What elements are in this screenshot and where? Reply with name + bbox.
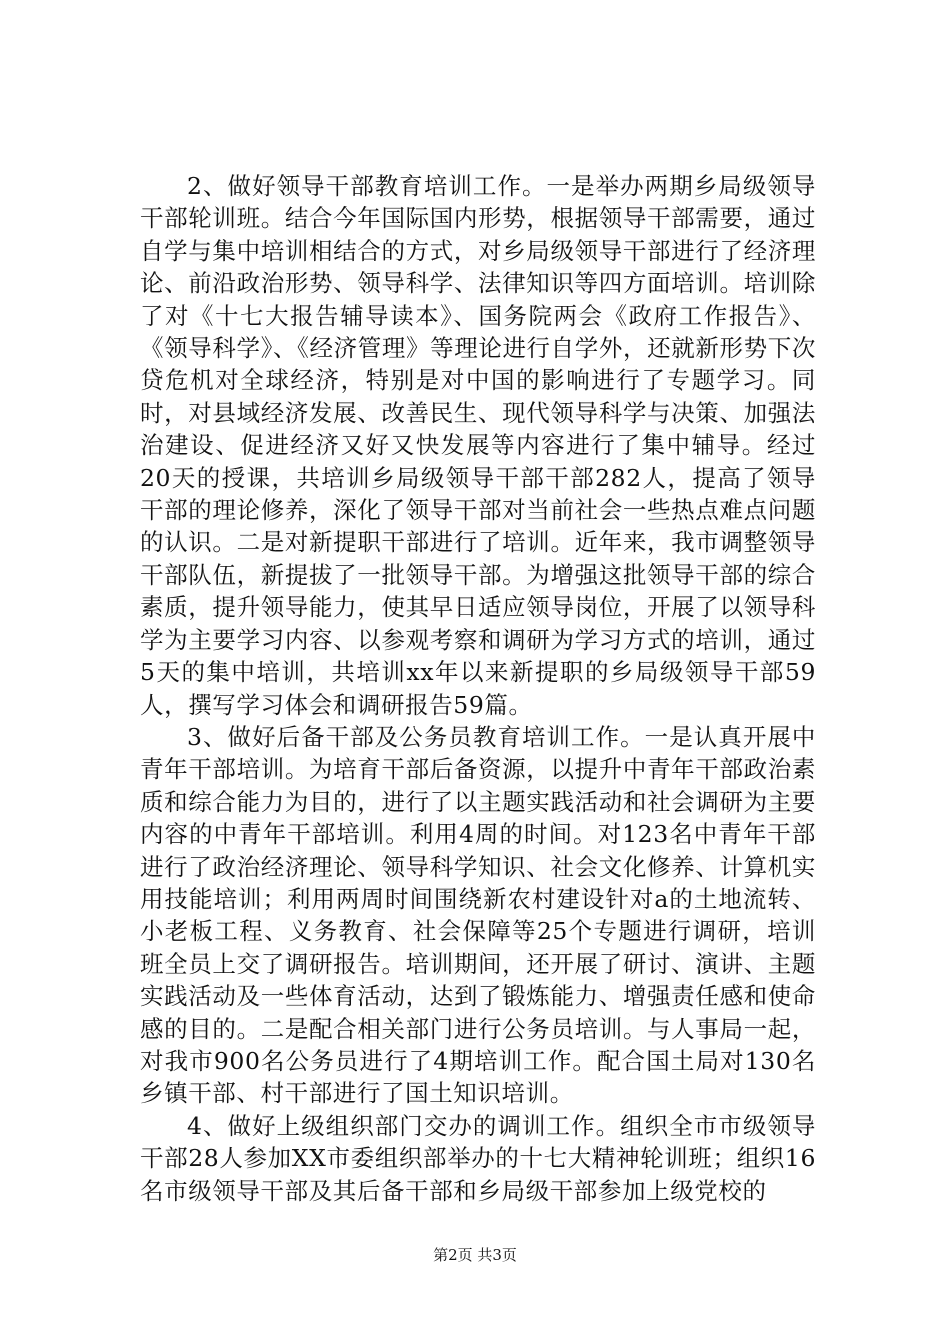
paragraph-item-3: 3、做好后备干部及公务员教育培训工作。一是认真开展中青年干部培训。为培育干部后备资源，以提升中青年干部政治素质和综合能力为目的，进行了以主题实践活动和社会调研为主要内容的中青年干部培训。利用4周的时间。对123名中青年干部进行了政治经济理论、领导科学知识、社会文化修养、计算机实用技能培训；利用两周时间围绕新农村建设针对a的土地流转、小老板工程、义务教育、社会保障等25个专题进行调研，培训班全员上交了调研报告。培训期间，还开展了研讨、演讲、主题实践活动及一些体育活动，达到了锻炼能力、增强责任感和使命感的目的。二是配合相关部门进行公务员培训。与人事局一起，对我市900名公务员进行了4期培训工作。配合国土局对130名乡镇干部、村干部进行了国土知识培训。 — [140, 722, 816, 1108]
paragraph-item-4: 4、做好上级组织部门交办的调训工作。组织全市市级领导干部28人参加XX市委组织部举办的十七大精神轮训班；组织16名市级领导干部及其后备干部和乡局级干部参加上级党校的 — [140, 1111, 816, 1205]
paragraph-item-2: 2、做好领导干部教育培训工作。一是举办两期乡局级领导干部轮训班。结合今年国际国内形势，根据领导干部需要，通过自学与集中培训相结合的方式，对乡局级领导干部进行了经济理论、前沿政治形势、领导科学、法律知识等四方面培训。培训除了对《十七大报告辅导读本》、国务院两会《政府工作报告》、《领导科学》、《经济管理》等理论进行自学外，还就新形势下次贷危机对全球经济，特别是对中国的影响进行了专题学习。同时，对县域经济发展、改善民生、现代领导科学与决策、加强法治建设、促进经济又好又快发展等内容进行了集中辅导。经过20天的授课，共培训乡局级领导干部干部282人，提高了领导干部的理论修养，深化了领导干部对当前社会一些热点难点问题的认识。二是对新提职干部进行了培训。近年来，我市调整领导干部队伍，新提拔了一批领导干部。为增强这批领导干部的综合素质，提升领导能力，使其早日适应领导岗位，开展了以领导科学为主要学习内容、以参观考察和调研为学习方式的培训，通过5天的集中培训，共培训xx年以来新提职的乡局级领导干部59人，撰写学习体会和调研报告59篇。 — [140, 172, 816, 719]
page-number: 第2页 共3页 — [433, 1246, 517, 1264]
page-footer — [0, 1245, 950, 1265]
document-body — [140, 170, 816, 1207]
